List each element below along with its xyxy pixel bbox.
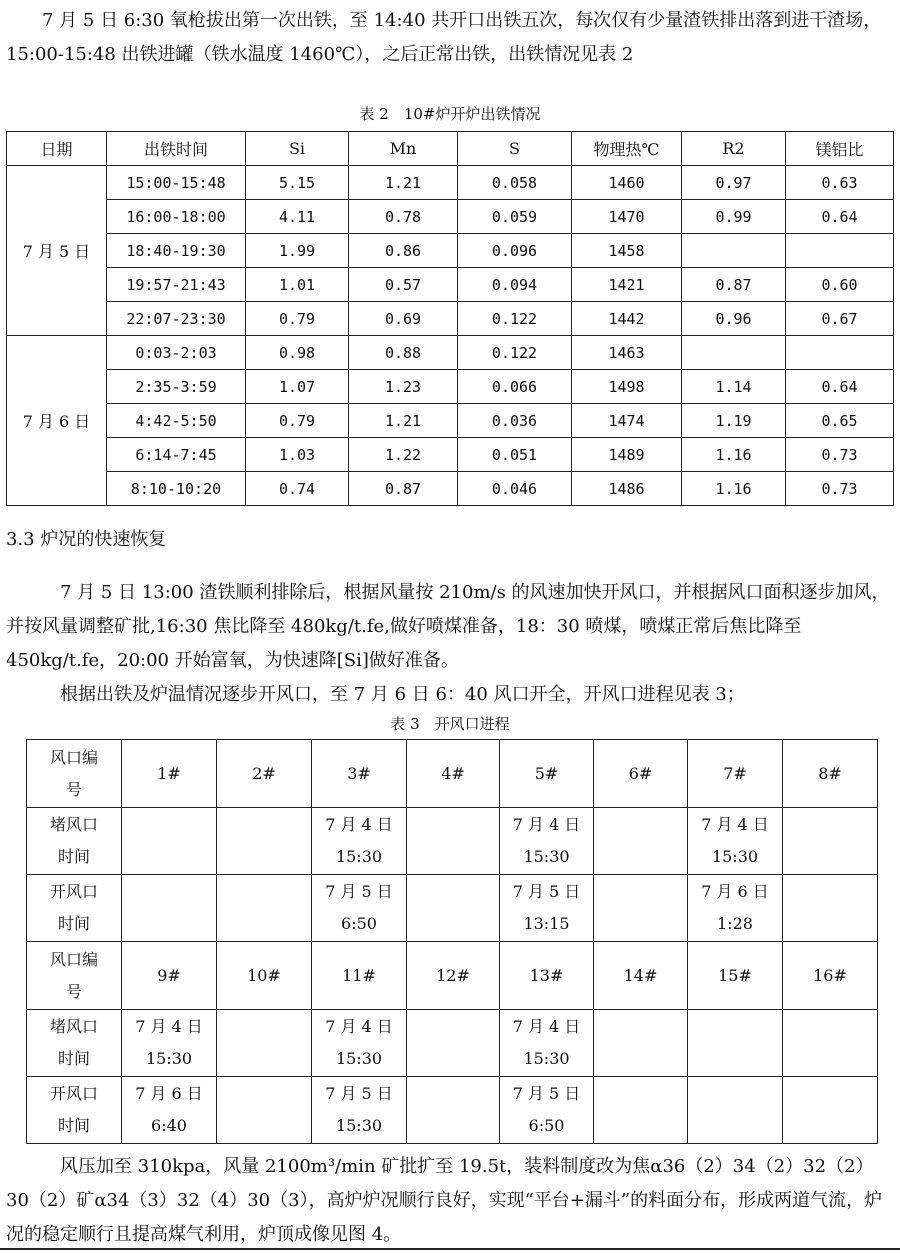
- table3-tuyere-number: 5#: [500, 740, 594, 808]
- page-bottom-rule: [0, 1248, 900, 1250]
- table2-cell: 0.046: [458, 472, 572, 506]
- table3-tuyere-number-row: [27, 740, 878, 808]
- table2-cell: 0.96: [682, 302, 786, 336]
- table3-open-time: [688, 1077, 783, 1144]
- table2-header-cell: S: [458, 132, 572, 166]
- table3-open-time: [217, 875, 312, 942]
- table3-open-time: [407, 875, 500, 942]
- table2-row: [7, 438, 894, 472]
- table2-row: [7, 404, 894, 438]
- table2-cell: 16:00-18:00: [107, 200, 246, 234]
- table3-open-time: [217, 1077, 312, 1144]
- table2-cell: 1442: [572, 302, 682, 336]
- table3-block-time: [407, 808, 500, 875]
- paragraph-tuyere-opening: 7 月 5 日 13:00 渣铁顺利排除后，根据风量按 210m/s 的风速加快开风口，并根据风口面积逐步加风，并按风量调整矿批,16:30 焦比降至 480kg/t.fe,做好喷煤准备，18：30 喷煤，喷煤正常后焦比降至 450kg/t.fe，20:00 开始富氧，为快速降[Si]做好准备。: [6, 582, 890, 671]
- table2-row: [7, 234, 894, 268]
- table3-open-time: [500, 875, 594, 942]
- table3-block-time-row: [27, 1010, 878, 1077]
- table2-cell: 0.65: [786, 404, 894, 438]
- table3-open-time: [500, 1077, 594, 1144]
- table3-open-time: [122, 1077, 217, 1144]
- table3-open-time-line: 6:40: [151, 1116, 187, 1135]
- table3-block-time: [594, 1010, 688, 1077]
- table2-cell: 0.122: [458, 336, 572, 370]
- table3-block-time-line: 15:30: [145, 1049, 193, 1068]
- table3-open-time: [312, 875, 407, 942]
- table3-row-header: [27, 1010, 122, 1077]
- table3-row-header-line: 开风口: [49, 1084, 98, 1103]
- table2-cell: 0.79: [246, 404, 349, 438]
- table3-block-time: [407, 1010, 500, 1077]
- table2-header-cell: R2: [682, 132, 786, 166]
- table2-cell: 1421: [572, 268, 682, 302]
- table2-cell: 1486: [572, 472, 682, 506]
- table2-cell: 0.99: [682, 200, 786, 234]
- table3-block-time-line: 7 月 4 日: [512, 1017, 581, 1036]
- intro-paragraph: 7 月 5 日 6:30 氧枪拔出第一次出铁，至 14:40 共开口出铁五次，每次仅有少量渣铁排出落到进干渣场，15:00-15:48 出铁进罐（铁水温度 1460℃），之后正常出铁，出铁情况见表 2: [6, 10, 882, 65]
- table2-cell: 1489: [572, 438, 682, 472]
- table3-block-time-line: 15:30: [711, 847, 759, 866]
- table2-cell: 0.058: [458, 166, 572, 200]
- table3-open-time-line: 13:15: [523, 914, 570, 933]
- table3-block-time-line: 7 月 4 日: [512, 815, 581, 834]
- table3-block-time: [688, 1010, 783, 1077]
- table3-tuyere-number: 10#: [217, 942, 312, 1010]
- table3-open-time-line: 7 月 6 日: [135, 1084, 203, 1103]
- section-heading: 3.3 炉况的快速恢复: [6, 529, 167, 550]
- table3-open-time-line: 7 月 6 日: [701, 882, 769, 901]
- table3-block-time-line: 15:30: [335, 847, 383, 866]
- table3-block-time: [783, 1010, 878, 1077]
- table3-row-header-line: 堵风口: [49, 815, 98, 834]
- table2-cell: 0.73: [786, 438, 894, 472]
- table2-row: [7, 370, 894, 404]
- table2-header-cell: 日期: [7, 132, 107, 166]
- table2-cell: 0.122: [458, 302, 572, 336]
- table3-tuyere-number: 2#: [217, 740, 312, 808]
- table3-open-time-line: 15:30: [335, 1116, 383, 1135]
- table2-cell: 1458: [572, 234, 682, 268]
- table2-cell: 15:00-15:48: [107, 166, 246, 200]
- table2-cell: 0.059: [458, 200, 572, 234]
- table2-row: [7, 166, 894, 200]
- table3-row-header-line: 堵风口: [49, 1017, 98, 1036]
- table3-block-time: [783, 808, 878, 875]
- table3-tuyere-number-row: [27, 942, 878, 1010]
- table3-tuyere-number: 15#: [688, 942, 783, 1010]
- table2-cell: 1470: [572, 200, 682, 234]
- table3-open-time-line: 7 月 5 日: [512, 1084, 581, 1103]
- table2-cell: 22:07-23:30: [107, 302, 246, 336]
- table2-cell: 0.69: [349, 302, 458, 336]
- table3-open-time: [783, 875, 878, 942]
- table3-open-time: [688, 875, 783, 942]
- table2-cell: 1.19: [682, 404, 786, 438]
- table2-cell: [682, 234, 786, 268]
- table3-row-header: [27, 875, 122, 942]
- table3-block-time-line: 7 月 4 日: [325, 815, 393, 834]
- table3-open-time: [594, 875, 688, 942]
- table2-cell: 1.16: [682, 472, 786, 506]
- table2-cell: 1460: [572, 166, 682, 200]
- table2-cell: 0.64: [786, 200, 894, 234]
- table3-tuyere-number: 1#: [122, 740, 217, 808]
- table2-cell: 0.87: [682, 268, 786, 302]
- table2-caption: 表 2 10#炉开炉出铁情况: [359, 105, 541, 123]
- table3-open-time: [783, 1077, 878, 1144]
- table3-row-header-line: 号: [65, 981, 82, 1001]
- table2-cell: 0.60: [786, 268, 894, 302]
- table2-cell: [682, 336, 786, 370]
- table2-cell: 1498: [572, 370, 682, 404]
- table2-cell: 0.86: [349, 234, 458, 268]
- table3-open-time-line: 7 月 5 日: [325, 1084, 393, 1103]
- table3-row-header-line: 风口编: [49, 949, 98, 969]
- table3-block-time-line: 7 月 4 日: [135, 1017, 203, 1036]
- table3-block-time: [122, 1010, 217, 1077]
- table2-cell: 0.79: [246, 302, 349, 336]
- table3-tuyere-number: 13#: [500, 942, 594, 1010]
- table3-row-header-line: 开风口: [49, 882, 98, 901]
- table3-row-header-line: 时间: [57, 914, 90, 933]
- table3-block-time: [217, 808, 312, 875]
- table3-row-header-line: 风口编: [49, 747, 98, 767]
- table3-block-time-line: 7 月 4 日: [325, 1017, 393, 1036]
- table2-cell: 5.15: [246, 166, 349, 200]
- table3-tuyere-number: 9#: [122, 942, 217, 1010]
- table3-open-time-row: [27, 1077, 878, 1144]
- table3-tuyere-number: 3#: [312, 740, 407, 808]
- table2-cell: 1.21: [349, 404, 458, 438]
- table3-open-time-line: 7 月 5 日: [325, 882, 393, 901]
- table2-cell: 0.57: [349, 268, 458, 302]
- table2-cell: 0.74: [246, 472, 349, 506]
- table3-block-time: [594, 808, 688, 875]
- table2-cell: 0.051: [458, 438, 572, 472]
- table3-block-time-line: 15:30: [523, 1049, 570, 1068]
- table3-open-time-line: 1:28: [717, 914, 753, 933]
- table2-cell: 0.066: [458, 370, 572, 404]
- table3-block-time: [312, 1010, 407, 1077]
- table3-caption: 表 3 开风口进程: [390, 715, 510, 733]
- table2-cell: 0.73: [786, 472, 894, 506]
- table2-cell: 1.14: [682, 370, 786, 404]
- table2-cell: [786, 234, 894, 268]
- table2-cell: 1463: [572, 336, 682, 370]
- table3-row-header: [27, 740, 122, 808]
- paragraph-charging: 风压加至 310kpa，风量 2100m³/min 矿批扩至 19.5t，装料制度改为焦α36（2）34（2）32（2）30（2）矿α34（3）32（4）30（3），高炉炉况顺行良好，实现“平台+漏斗”的料面分布，形成两道气流，炉况的稳定顺行且提高煤气利用，炉顶成像见图 4。: [6, 1156, 883, 1245]
- table3-row-header-line: 时间: [57, 1116, 90, 1135]
- table3-block-time: [500, 808, 594, 875]
- table2-cell: 6:14-7:45: [107, 438, 246, 472]
- table2: [6, 131, 894, 506]
- table3-tuyere-number: 7#: [688, 740, 783, 808]
- table3-open-time-line: 6:50: [341, 914, 377, 933]
- table2-header-cell: 物理热℃: [572, 132, 682, 166]
- table2-row: [7, 336, 894, 370]
- table3-tuyere-number: 6#: [594, 740, 688, 808]
- table2-cell: 0.98: [246, 336, 349, 370]
- table3-block-time: [312, 808, 407, 875]
- table2-cell: 18:40-19:30: [107, 234, 246, 268]
- table3-open-time: [312, 1077, 407, 1144]
- table3-open-time: [594, 1077, 688, 1144]
- table3-block-time-line: 7 月 4 日: [701, 815, 769, 834]
- table2-cell: 0.67: [786, 302, 894, 336]
- table2-cell: 0:03-2:03: [107, 336, 246, 370]
- table2-header-cell: 出铁时间: [107, 132, 246, 166]
- table3-row-header-line: 时间: [57, 847, 90, 866]
- table2-date-cell: 7 月 6 日: [7, 336, 107, 506]
- table3-open-time-line: 6:50: [528, 1116, 565, 1135]
- table2-cell: [786, 336, 894, 370]
- table2-cell: 1.23: [349, 370, 458, 404]
- table2-row: [7, 200, 894, 234]
- table2-cell: 0.036: [458, 404, 572, 438]
- table3-row-header: [27, 1077, 122, 1144]
- table2-row: [7, 472, 894, 506]
- table3-row-header-line: 号: [65, 779, 82, 799]
- table3-tuyere-number: 14#: [594, 942, 688, 1010]
- table2-header-cell: Si: [246, 132, 349, 166]
- table3-row-header-line: 时间: [57, 1049, 90, 1068]
- table2-cell: 4.11: [246, 200, 349, 234]
- table3-open-time-row: [27, 875, 878, 942]
- table2-cell: 0.87: [349, 472, 458, 506]
- table2-header-cell: Mn: [349, 132, 458, 166]
- table2-cell: 19:57-21:43: [107, 268, 246, 302]
- table2-row: [7, 302, 894, 336]
- table3-tuyere-number: 4#: [407, 740, 500, 808]
- table3-tuyere-number: 11#: [312, 942, 407, 1010]
- table2-cell: 0.094: [458, 268, 572, 302]
- table2-cell: 1.99: [246, 234, 349, 268]
- table2-date-cell: 7 月 5 日: [7, 166, 107, 336]
- table2-cell: 1.03: [246, 438, 349, 472]
- table3-block-time-row: [27, 808, 878, 875]
- table2-cell: 0.64: [786, 370, 894, 404]
- table3: [26, 739, 878, 1144]
- table3-open-time: [122, 875, 217, 942]
- table2-cell: 0.63: [786, 166, 894, 200]
- table2-cell: 1.22: [349, 438, 458, 472]
- table2-cell: 2:35-3:59: [107, 370, 246, 404]
- table2-cell: 1.16: [682, 438, 786, 472]
- table2-cell: 1474: [572, 404, 682, 438]
- table3-block-time: [217, 1010, 312, 1077]
- table2-row: [7, 268, 894, 302]
- table2-cell: 0.096: [458, 234, 572, 268]
- table2-cell: 1.01: [246, 268, 349, 302]
- table2-cell: 0.97: [682, 166, 786, 200]
- table3-row-header: [27, 808, 122, 875]
- table3-open-time-line: 7 月 5 日: [512, 882, 581, 901]
- table3-tuyere-number: 12#: [407, 942, 500, 1010]
- table2-cell: 0.88: [349, 336, 458, 370]
- table2-cell: 8:10-10:20: [107, 472, 246, 506]
- table3-block-time-line: 15:30: [335, 1049, 383, 1068]
- table3-row-header: [27, 942, 122, 1010]
- table2-header-cell: 镁铝比: [786, 132, 894, 166]
- table3-open-time: [407, 1077, 500, 1144]
- table2-cell: 1.21: [349, 166, 458, 200]
- paragraph-tuyere-progress: 根据出铁及炉温情况逐步开风口，至 7 月 6 日 6：40 风口开全，开风口进程见表 3；: [60, 684, 745, 705]
- table2-cell: 0.78: [349, 200, 458, 234]
- table3-block-time: [500, 1010, 594, 1077]
- table2-cell: 4:42-5:50: [107, 404, 246, 438]
- table3-tuyere-number: 8#: [783, 740, 878, 808]
- table3-block-time: [688, 808, 783, 875]
- table3-block-time: [122, 808, 217, 875]
- table3-tuyere-number: 16#: [783, 942, 878, 1010]
- table3-block-time-line: 15:30: [523, 847, 570, 866]
- table2-cell: 1.07: [246, 370, 349, 404]
